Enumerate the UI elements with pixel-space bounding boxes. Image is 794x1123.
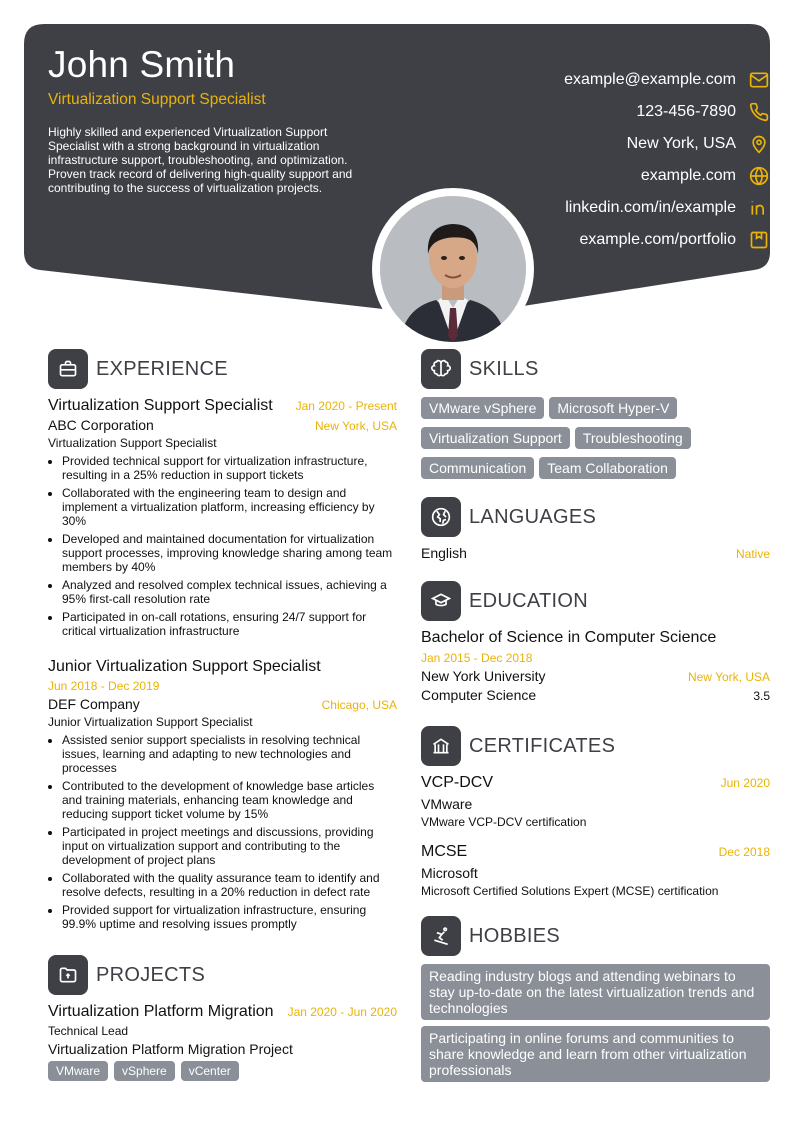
- hobby-item: Reading industry blogs and attending webinars to stay up-to-date on the latest virtualization trends and technologies: [421, 964, 770, 1020]
- job-bullets: [48, 733, 397, 931]
- hobbies-heading: HOBBIES: [469, 924, 561, 947]
- company-name: ABC Corporation: [48, 417, 154, 433]
- skill-tag: Microsoft Hyper-V: [549, 397, 677, 419]
- graduation-cap-icon: [421, 581, 461, 621]
- institution-icon: [421, 726, 461, 766]
- experience-heading: EXPERIENCE: [96, 357, 228, 380]
- list-item: • Provided support for virtualization infrastructure, ensuring 99.9% uptime and resolving issues promptly: [62, 903, 397, 931]
- job-role: Junior Virtualization Support Specialist: [48, 715, 253, 729]
- project-name: Virtualization Platform Migration Project: [48, 1041, 293, 1057]
- mail-icon: [748, 69, 770, 91]
- experience-entry: [48, 658, 397, 935]
- project-tags: [48, 1061, 397, 1081]
- hobbies-list: [421, 964, 770, 1088]
- list-item: • Developed and maintained documentation for virtualization support processes, improving knowledge sharing among team members by 40%: [62, 532, 397, 574]
- projects-heading: PROJECTS: [96, 963, 206, 986]
- folder-icon: [48, 955, 88, 995]
- language-level: Native: [735, 547, 770, 561]
- degree: Bachelor of Science in Computer Science: [421, 629, 717, 646]
- skill-tag: Team Collaboration: [539, 457, 676, 479]
- profile-photo-image: [380, 196, 526, 342]
- job-location: New York, USA: [314, 419, 397, 433]
- contact-email[interactable]: [430, 64, 770, 96]
- skill-tag: Communication: [421, 457, 534, 479]
- list-item: • Participated in on-call rotations, ensuring 24/7 support for critical virtualization infrastructure: [62, 610, 397, 638]
- candidate-title: Virtualization Support Specialist: [48, 91, 266, 108]
- job-title: Virtualization Support Specialist: [48, 397, 273, 414]
- brain-icon: [421, 349, 461, 389]
- contact-phone[interactable]: [430, 96, 770, 128]
- job-dates: Jun 2018 - Dec 2019: [48, 679, 160, 693]
- certificate-name: VCP-DCV: [421, 774, 494, 791]
- contact-website-text[interactable]: example.com: [640, 167, 736, 184]
- certificate-issuer: VMware: [421, 796, 473, 812]
- contact-location-text: New York, USA: [626, 135, 736, 152]
- contact-website[interactable]: [430, 160, 770, 192]
- portfolio-icon: [748, 229, 770, 251]
- hobbies-section-header: [421, 916, 560, 956]
- certificate-description: VMware VCP-DCV certification: [421, 815, 587, 829]
- candidate-name: John Smith: [48, 44, 236, 85]
- job-location: Chicago, USA: [321, 698, 397, 712]
- experience-entry: [48, 397, 397, 642]
- certificate-entry: [421, 774, 770, 829]
- project-tag: vCenter: [181, 1061, 239, 1081]
- languages-section-header: [421, 497, 596, 537]
- certificate-issuer: Microsoft: [421, 865, 478, 881]
- certificates-section-header: [421, 726, 615, 766]
- project-title: Virtualization Platform Migration: [48, 1003, 274, 1020]
- job-title: Junior Virtualization Support Specialist: [48, 658, 321, 675]
- job-bullets: [48, 454, 397, 638]
- project-dates: Jan 2020 - Jun 2020: [287, 1005, 397, 1019]
- contact-phone-text[interactable]: 123-456-7890: [636, 103, 736, 120]
- skills-list: [421, 397, 770, 487]
- project-entry: [48, 1003, 397, 1081]
- skiing-icon: [421, 916, 461, 956]
- language-name: English: [421, 545, 467, 561]
- certificates-heading: CERTIFICATES: [469, 734, 616, 757]
- school-location: New York, USA: [687, 670, 770, 684]
- contact-email-text[interactable]: example@example.com: [564, 71, 736, 88]
- school-name: New York University: [421, 668, 546, 684]
- location-pin-icon: [748, 133, 770, 155]
- education-entry: [421, 629, 770, 703]
- skill-tag: VMware vSphere: [421, 397, 544, 419]
- certificate-date: Dec 2018: [718, 845, 770, 859]
- language-icon: [421, 497, 461, 537]
- globe-icon: [748, 165, 770, 187]
- contact-linkedin-text[interactable]: linkedin.com/in/example: [565, 199, 736, 216]
- contact-location: [430, 128, 770, 160]
- experience-section-header: [48, 349, 228, 389]
- list-item: • Collaborated with the engineering team to design and implement a virtualization platform, increasing efficiency by 30%: [62, 486, 397, 528]
- project-role: Technical Lead: [48, 1024, 129, 1038]
- linkedin-icon: [748, 197, 770, 219]
- certificate-entry: [421, 843, 770, 898]
- projects-section-header: [48, 955, 205, 995]
- company-name: DEF Company: [48, 696, 140, 712]
- job-dates: Jan 2020 - Present: [295, 399, 397, 413]
- list-item: • Analyzed and resolved complex technical issues, achieving a 95% first-call resolution rate: [62, 578, 397, 606]
- skill-tag: Troubleshooting: [575, 427, 691, 449]
- certificate-date: Jun 2020: [720, 776, 770, 790]
- briefcase-icon: [48, 349, 88, 389]
- gpa: 3.5: [753, 689, 770, 703]
- certificate-name: MCSE: [421, 843, 468, 860]
- field-of-study: Computer Science: [421, 687, 537, 703]
- profile-photo: [372, 188, 534, 350]
- education-section-header: [421, 581, 588, 621]
- list-item: • Participated in project meetings and discussions, providing input on virtualization support and contributing to the development of project plans: [62, 825, 397, 867]
- profile-summary: Highly skilled and experienced Virtualization Support Specialist with a strong background in virtualization infrastructure support, troubleshooting, and optimization. Proven track record of delivering high-quality support and contributing to the success of virtualization projects.: [48, 125, 353, 195]
- phone-icon: [748, 101, 770, 123]
- hobby-item: Participating in online forums and communities to share knowledge and learn from other virtualization professionals: [421, 1026, 770, 1082]
- skills-section-header: [421, 349, 539, 389]
- project-tag: vSphere: [114, 1061, 175, 1081]
- skills-heading: SKILLS: [469, 357, 539, 380]
- job-role: Virtualization Support Specialist: [48, 436, 217, 450]
- education-heading: EDUCATION: [469, 589, 588, 612]
- list-item: • Provided technical support for virtualization infrastructure, resulting in a 25% reduction in support tickets: [62, 454, 397, 482]
- education-dates: Jan 2015 - Dec 2018: [421, 651, 533, 665]
- certificate-description: Microsoft Certified Solutions Expert (MCSE) certification: [421, 884, 719, 898]
- list-item: • Contributed to the development of knowledge base articles and training materials, enhancing team knowledge and reducing support ticket volume by 15%: [62, 779, 397, 821]
- language-row: [421, 545, 770, 561]
- project-tag: VMware: [48, 1061, 108, 1081]
- list-item: • Collaborated with the quality assurance team to identify and resolve defects, resulting in a 20% reduction in defect rate: [62, 871, 397, 899]
- languages-heading: LANGUAGES: [469, 505, 597, 528]
- skill-tag: Virtualization Support: [421, 427, 570, 449]
- contact-portfolio-text[interactable]: example.com/portfolio: [579, 231, 736, 248]
- list-item: • Assisted senior support specialists in resolving technical issues, learning and adapting to new technologies and processes: [62, 733, 397, 775]
